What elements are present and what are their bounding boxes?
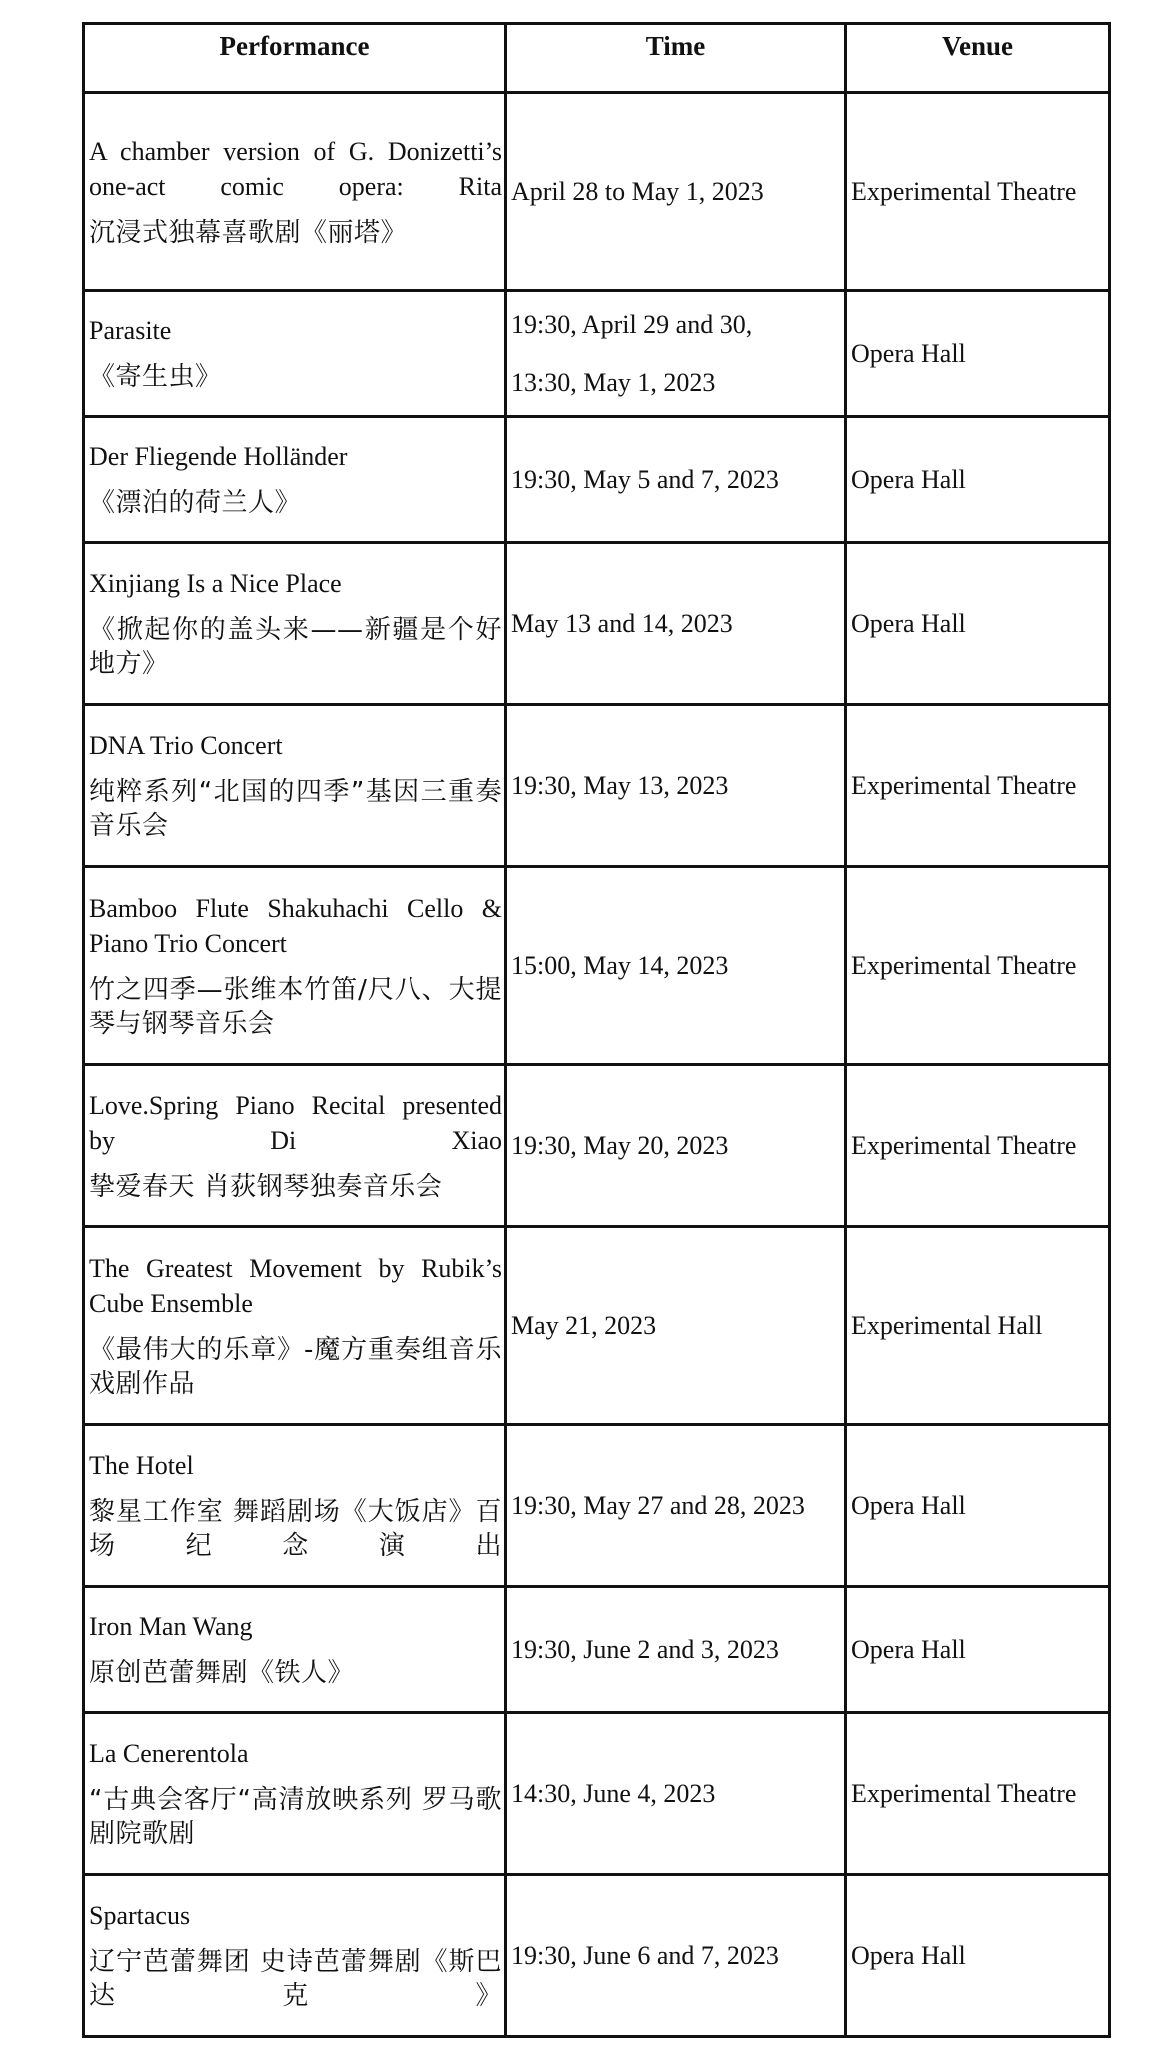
performance-title-zh: 《漂泊的荷兰人》	[89, 488, 302, 518]
time-cell	[506, 1227, 846, 1425]
venue-cell: Opera Hall	[846, 543, 1110, 705]
performance-schedule-table	[82, 22, 1111, 2038]
table-row	[84, 1713, 1110, 1875]
time-line: 19:30, May 13, 2023	[511, 771, 729, 800]
time-line: 19:30, June 2 and 3, 2023	[511, 1635, 779, 1664]
time-cell	[506, 1875, 846, 2037]
performance-cell	[84, 1587, 506, 1713]
time-line: 14:30, June 4, 2023	[511, 1779, 716, 1808]
performance-cell	[84, 867, 506, 1065]
table-row	[84, 417, 1110, 543]
table-row	[84, 1227, 1110, 1425]
performance-cell	[84, 417, 506, 543]
venue-cell: Experimental Theatre	[846, 1065, 1110, 1227]
performance-title-zh: 纯粹系列“北国的四季”基因三重奏音乐会	[89, 777, 502, 841]
performance-cell	[84, 1065, 506, 1227]
table-row	[84, 1425, 1110, 1587]
time-line: May 21, 2023	[511, 1311, 657, 1340]
venue-cell: Experimental Theatre	[846, 93, 1110, 291]
performance-title-en: La Cenerentola	[89, 1739, 249, 1768]
time-line: April 28 to May 1, 2023	[511, 177, 764, 206]
performance-title-zh: 《掀起你的盖头来——新疆是个好地方》	[89, 615, 502, 679]
performance-title-en: The Hotel	[89, 1451, 194, 1480]
venue-cell: Experimental Theatre	[846, 1713, 1110, 1875]
performance-title-en: Der Fliegende Holländer	[89, 442, 348, 471]
time-cell	[506, 543, 846, 705]
time-cell	[506, 93, 846, 291]
table-row	[84, 705, 1110, 867]
performance-title-en: A chamber version of G. Donizetti’s one-act comic opera: Rita	[89, 136, 502, 201]
performance-cell	[84, 1425, 506, 1587]
performance-title-zh: “古典会客厅“高清放映系列 罗马歌剧院歌剧	[89, 1785, 502, 1849]
time-cell	[506, 1065, 846, 1227]
performance-title-zh: 《寄生虫》	[89, 362, 222, 392]
venue-cell: Opera Hall	[846, 1587, 1110, 1713]
performance-title-en: DNA Trio Concert	[89, 731, 283, 760]
performance-title-zh: 竹之四季—张维本竹笛/尺八、大提琴与钢琴音乐会	[89, 974, 502, 1039]
time-cell	[506, 1713, 846, 1875]
performance-cell	[84, 1875, 506, 2037]
time-cell	[506, 291, 846, 417]
venue-cell: Opera Hall	[846, 291, 1110, 417]
venue-cell: Opera Hall	[846, 417, 1110, 543]
performance-cell	[84, 543, 506, 705]
time-cell	[506, 705, 846, 867]
table-row	[84, 1875, 1110, 2037]
performance-title-zh: 原创芭蕾舞剧《铁人》	[89, 1658, 355, 1688]
venue-cell: Opera Hall	[846, 1425, 1110, 1587]
time-cell	[506, 867, 846, 1065]
table-row	[84, 1065, 1110, 1227]
table-row	[84, 543, 1110, 705]
time-line: 19:30, May 20, 2023	[511, 1131, 729, 1160]
performance-title-en: Love.Spring Piano Recital presented by Di Xiao	[89, 1090, 502, 1155]
performance-title-en: The Greatest Movement by Rubik’s Cube Ensemble	[89, 1253, 502, 1318]
table-row	[84, 867, 1110, 1065]
performance-title-zh: 辽宁芭蕾舞团 史诗芭蕾舞剧《斯巴达克》	[89, 1947, 502, 2011]
performance-cell	[84, 1713, 506, 1875]
header-time: Time	[506, 24, 846, 93]
time-line: 19:30, May 5 and 7, 2023	[511, 465, 779, 494]
performance-title-zh: 黎星工作室 舞蹈剧场《大饭店》百场纪念演出	[89, 1497, 502, 1561]
performance-title-en: Parasite	[89, 316, 172, 345]
performance-title-zh: 《最伟大的乐章》-魔方重奏组音乐戏剧作品	[89, 1334, 502, 1399]
venue-cell: Experimental Theatre	[846, 867, 1110, 1065]
time-line: 19:30, April 29 and 30,	[511, 310, 753, 339]
venue-cell: Experimental Theatre	[846, 705, 1110, 867]
time-line: 19:30, June 6 and 7, 2023	[511, 1941, 779, 1970]
performance-cell	[84, 705, 506, 867]
header-row	[84, 24, 1110, 93]
time-line: 19:30, May 27 and 28, 2023	[511, 1491, 805, 1520]
time-cell	[506, 1587, 846, 1713]
performance-title-en: Bamboo Flute Shakuhachi Cello & Piano Trio Concert	[89, 893, 502, 958]
performance-title-en: Spartacus	[89, 1901, 191, 1930]
performance-cell	[84, 1227, 506, 1425]
time-line: 13:30, May 1, 2023	[511, 368, 716, 397]
performance-cell	[84, 291, 506, 417]
venue-cell: Opera Hall	[846, 1875, 1110, 2037]
header-performance: Performance	[84, 24, 506, 93]
time-cell	[506, 417, 846, 543]
table-row	[84, 93, 1110, 291]
performance-cell	[84, 93, 506, 291]
table-row	[84, 291, 1110, 417]
performance-title-en: Iron Man Wang	[89, 1612, 253, 1641]
performance-title-zh: 挚爱春天 肖荻钢琴独奏音乐会	[89, 1171, 443, 1202]
venue-cell: Experimental Hall	[846, 1227, 1110, 1425]
table-row	[84, 1587, 1110, 1713]
time-line: May 13 and 14, 2023	[511, 609, 733, 638]
time-cell	[506, 1425, 846, 1587]
performance-title-en: Xinjiang Is a Nice Place	[89, 569, 342, 598]
performance-title-zh: 沉浸式独幕喜歌剧《丽塔》	[89, 217, 408, 248]
time-line: 15:00, May 14, 2023	[511, 951, 729, 980]
header-venue: Venue	[846, 24, 1110, 93]
